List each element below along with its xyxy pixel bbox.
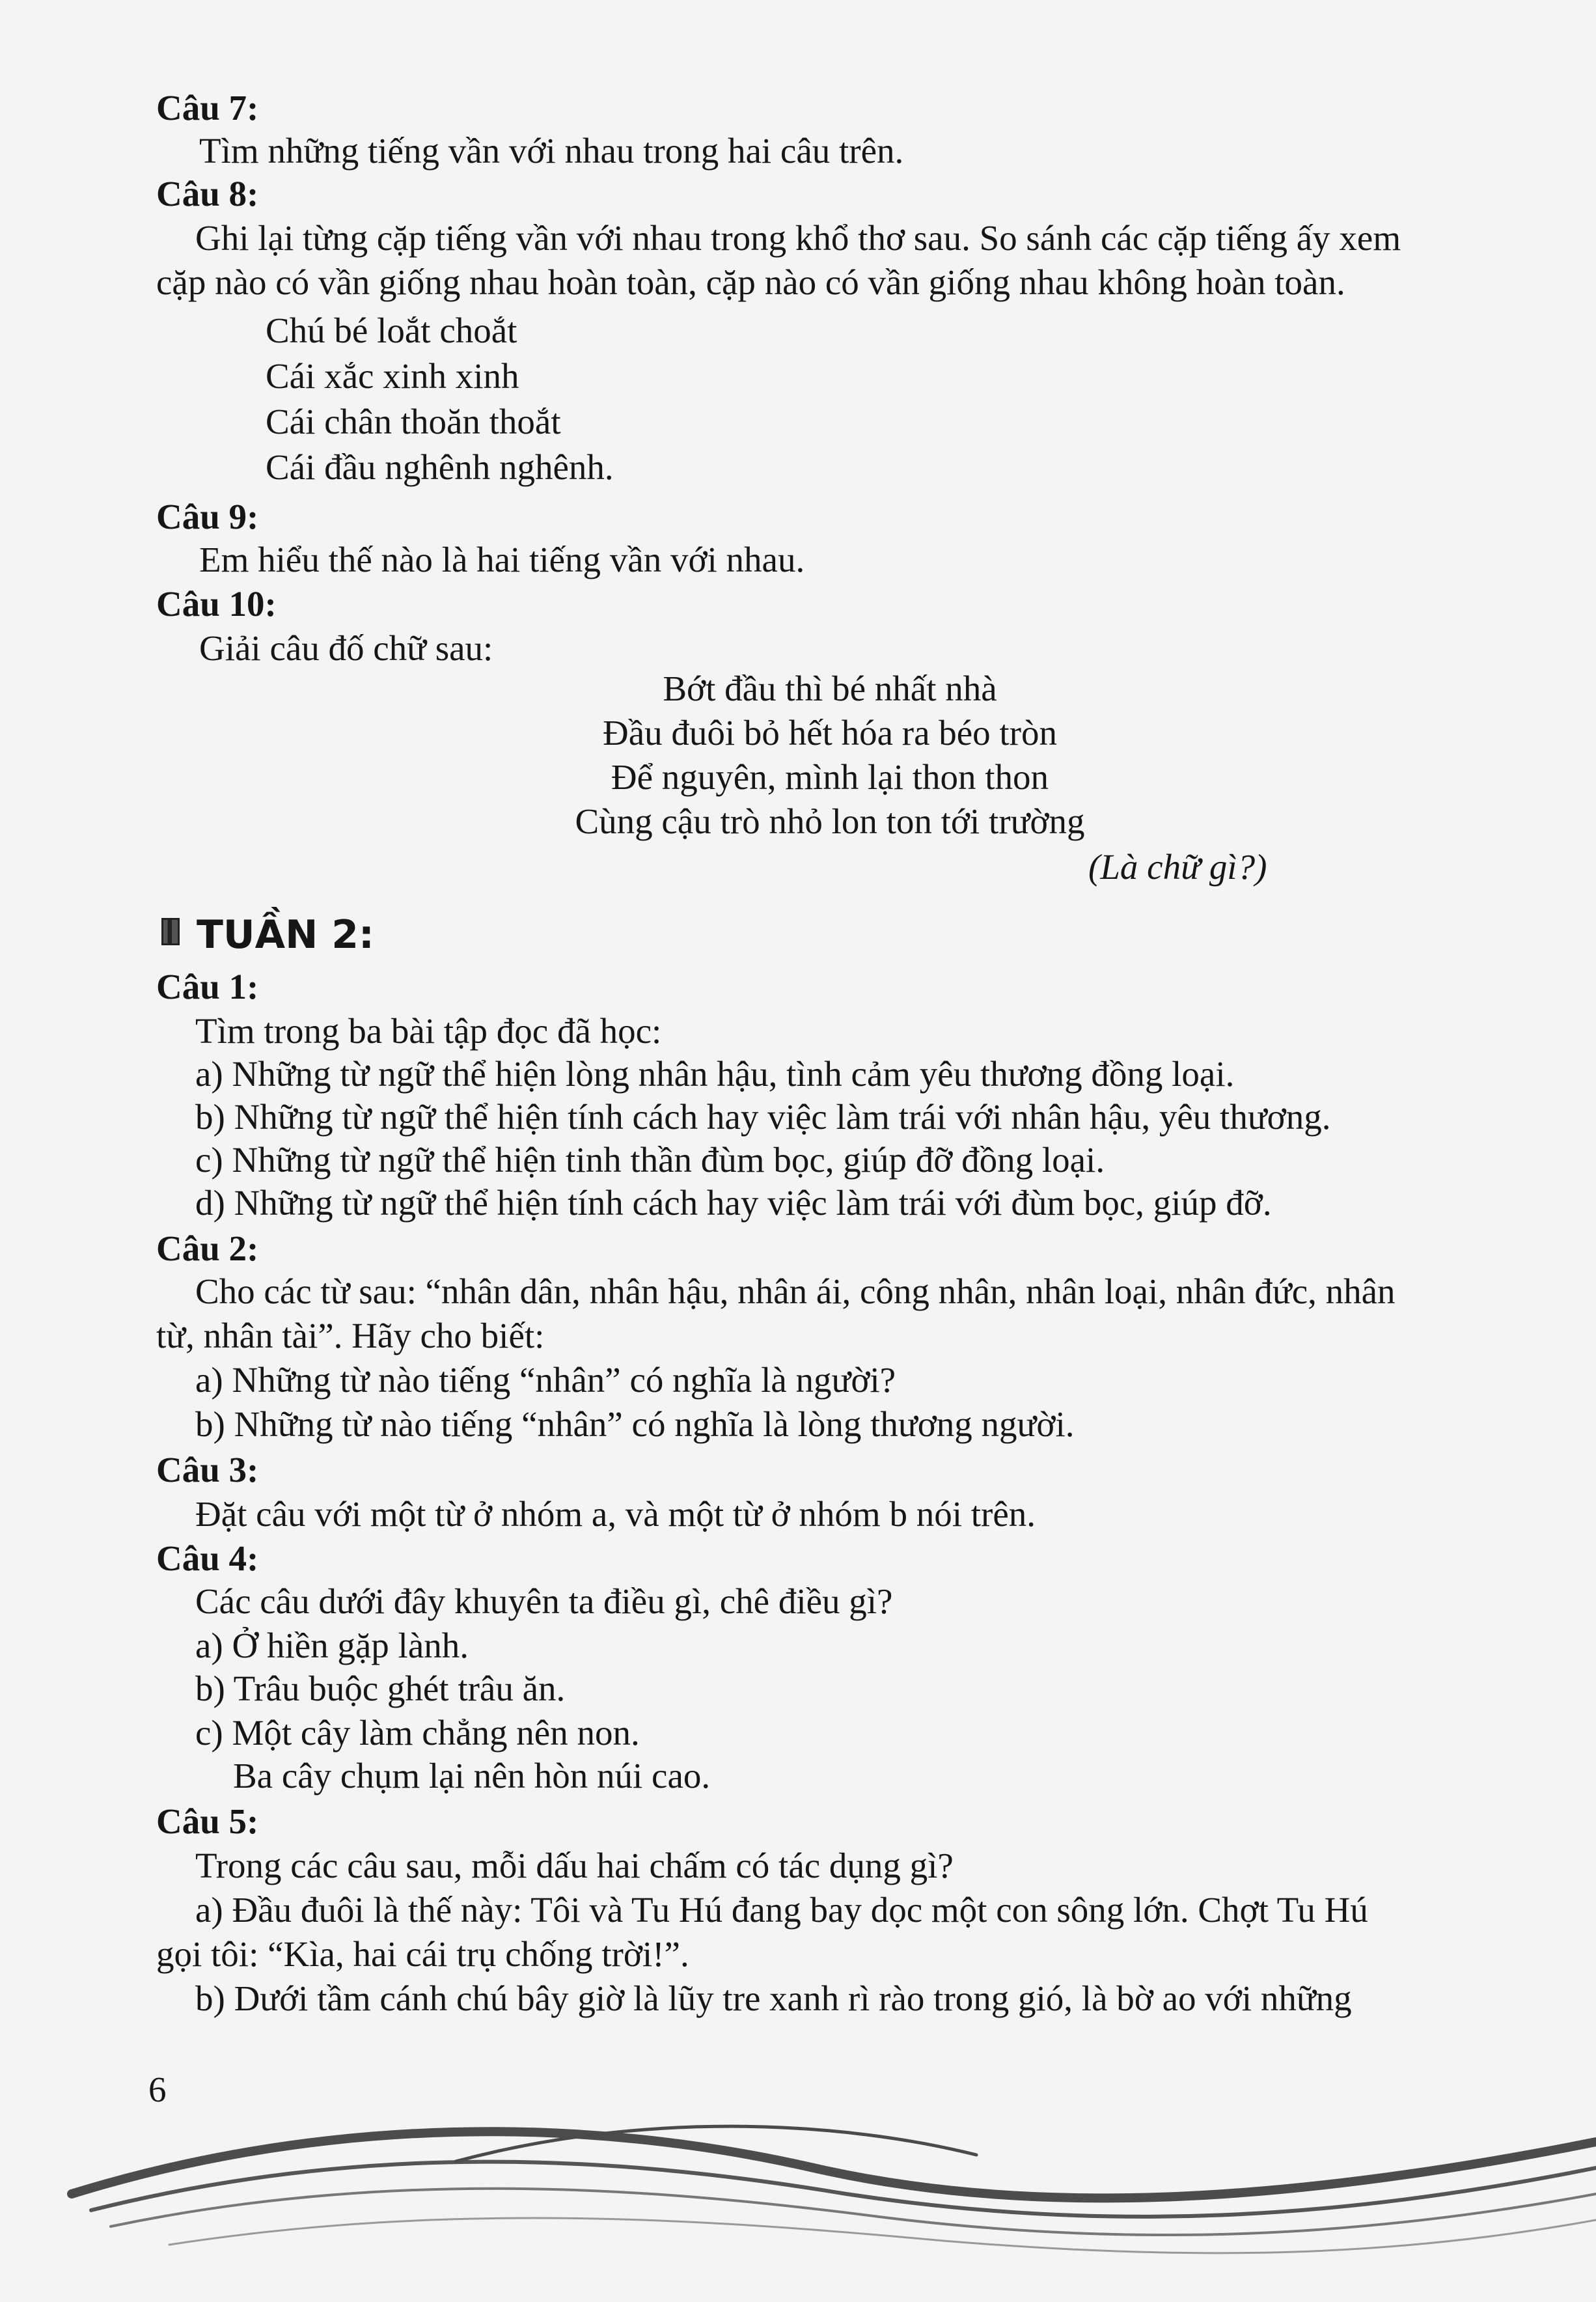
week2-question-3-text: Đặt câu với một từ ở nhóm a, và một từ ở nhóm b nói trên. [195,1494,1036,1534]
page-number: 6 [148,2070,167,2109]
question-10-text: Giải câu đố chữ sau: [199,628,493,668]
week2-question-5-text: Trong các câu sau, mỗi dấu hai chấm có tác dụng gì? [195,1846,954,1885]
list-item: a) Những từ nào tiếng “nhân” có nghĩa là người? [195,1360,896,1400]
week2-question-4-title: Câu 4: [156,1538,259,1578]
list-item: c) Những từ ngữ thể hiện tinh thần đùm bọc, giúp đỡ đồng loại. [195,1140,1105,1180]
question-9-title: Câu 9: [156,497,259,536]
week-2-heading-text: TUẦN 2: [197,912,374,958]
riddle-line: Đầu đuôi bỏ hết hóa ra béo tròn [602,713,1057,753]
list-item-continuation: Ba cây chụm lại nên hòn núi cao. [233,1756,711,1796]
week2-question-5-b-line-1: b) Dưới tầm cánh chú bây giờ là lũy tre xanh rì rào trong gió, là bờ ao với những [195,1978,1352,2018]
poem-line: Chú bé loắt choắt [266,311,517,350]
list-item: b) Những từ nào tiếng “nhân” có nghĩa là lòng thương người. [195,1404,1075,1444]
riddle-line: Để nguyên, mình lại thon thon [611,757,1049,797]
decorative-swirl-footer [0,2070,1596,2302]
week2-question-2-title: Câu 2: [156,1228,259,1268]
poem-line: Cái đầu nghênh nghênh. [266,447,614,487]
poem-line: Cái xắc xinh xinh [266,356,519,396]
week2-question-2-line-2: từ, nhân tài”. Hãy cho biết: [156,1316,545,1355]
section-marker-icon [161,918,180,945]
question-8-title: Câu 8: [156,174,259,214]
question-10-title: Câu 10: [156,584,277,624]
week2-question-5-a-line-2: gọi tôi: “Kìa, hai cái trụ chống trời!”. [156,1934,689,1974]
week2-question-5-a-line-1: a) Đầu đuôi là thế này: Tôi và Tu Hú đang bay dọc một con sông lớn. Chợt Tu Hú [195,1890,1368,1930]
riddle-line: Cùng cậu trò nhỏ lon ton tới trường [575,801,1085,841]
list-item: b) Những từ ngữ thể hiện tính cách hay việc làm trái với nhân hậu, yêu thương. [195,1097,1331,1137]
week-2-heading [161,909,374,961]
question-7-text: Tìm những tiếng vần với nhau trong hai câu trên. [199,131,904,171]
question-8-line-1: Ghi lại từng cặp tiếng vần với nhau trong khổ thơ sau. So sánh các cặp tiếng ấy xem [195,218,1401,258]
list-item: a) Những từ ngữ thể hiện lòng nhân hậu, tình cảm yêu thương đồng loại. [195,1054,1235,1094]
list-item: d) Những từ ngữ thể hiện tính cách hay việc làm trái với đùm bọc, giúp đỡ. [195,1183,1272,1223]
week2-question-4-text: Các câu dưới đây khuyên ta điều gì, chê điều gì? [195,1581,893,1621]
poem-line: Cái chân thoăn thoắt [266,402,561,441]
list-item: a) Ở hiền gặp lành. [195,1626,469,1665]
question-9-text: Em hiểu thế nào là hai tiếng vần với nhau. [199,540,805,579]
week2-question-2-line-1: Cho các từ sau: “nhân dân, nhân hậu, nhân ái, công nhân, nhân loại, nhân đức, nhân [195,1271,1396,1311]
week2-question-5-title: Câu 5: [156,1801,259,1841]
question-7-title: Câu 7: [156,88,259,128]
week2-question-1-text: Tìm trong ba bài tập đọc đã học: [195,1011,662,1051]
week2-question-3-title: Câu 3: [156,1450,259,1490]
list-item: c) Một cây làm chẳng nên non. [195,1713,640,1753]
week2-question-1-title: Câu 1: [156,967,259,1006]
riddle-line: Bớt đầu thì bé nhất nhà [663,669,997,708]
question-8-line-2: cặp nào có vần giống nhau hoàn toàn, cặp nào có vần giống nhau không hoàn toàn. [156,262,1345,302]
list-item: b) Trâu buộc ghét trâu ăn. [195,1669,566,1708]
riddle-answer-prompt: (Là chữ gì?) [1088,847,1267,887]
